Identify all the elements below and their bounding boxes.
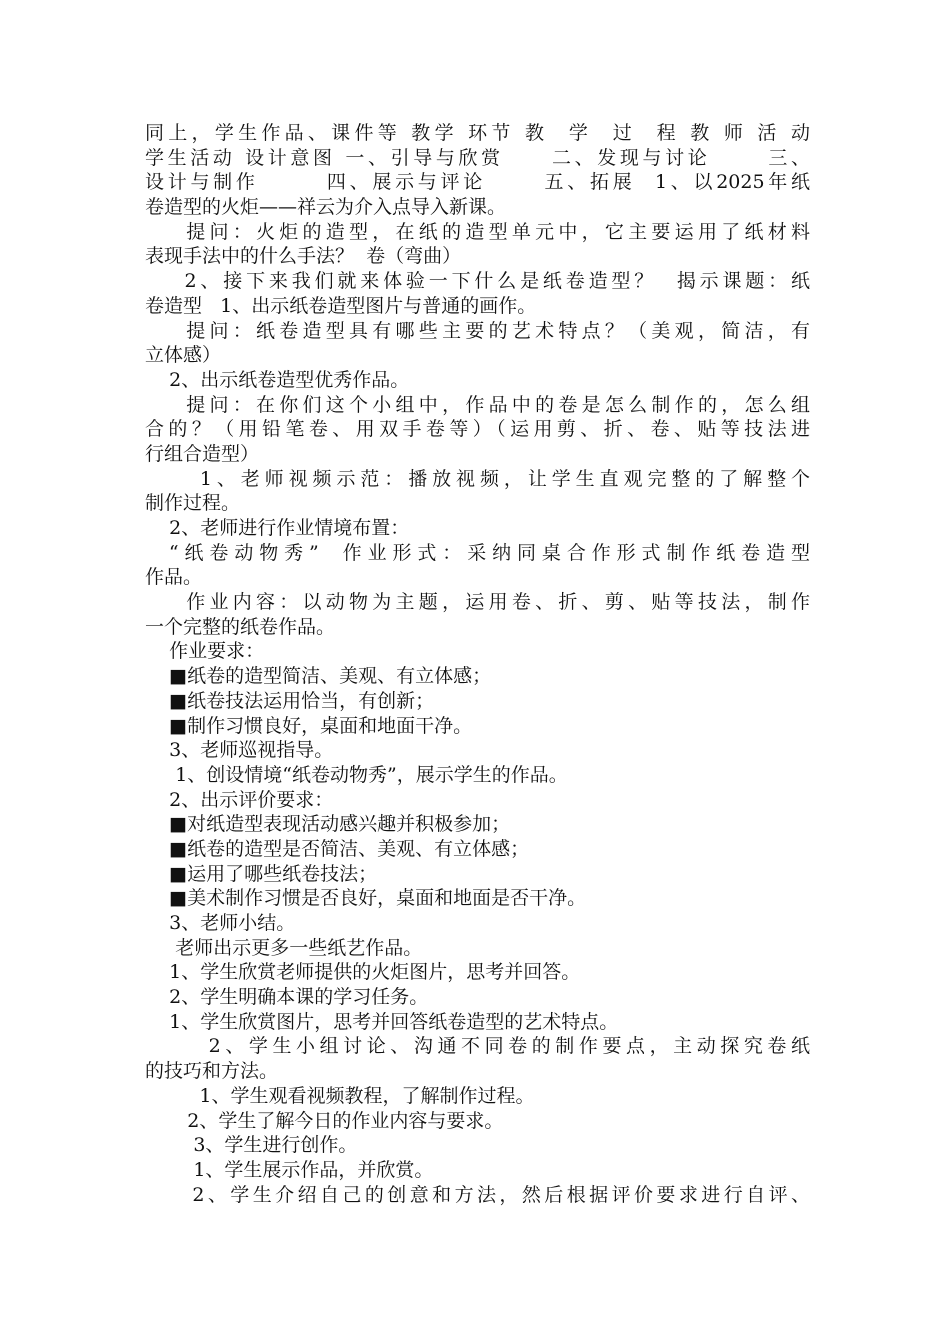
text-line: 合的？（用铅笔卷、用双手卷等）（运用剪、折、卷、贴等技法进 xyxy=(145,418,810,441)
text-line: ■运用了哪些纸卷技法； xyxy=(145,862,378,885)
text-line: 同上，学生作品、课件等 教学 环节 教 学 过 程 教 师 活 动 xyxy=(145,122,810,144)
text-line: 1、学生欣赏老师提供的火炬图片，思考并回答。 xyxy=(145,961,581,984)
text-line: 1、老师视频示范：播放视频，让学生直观完整的了解整个 xyxy=(145,467,810,490)
text-line: 2、学生明确本课的学习任务。 xyxy=(145,986,429,1009)
text-line: 行组合造型） xyxy=(145,442,260,465)
text-line: 3、老师小结。 xyxy=(145,912,296,934)
text-line: 的技巧和方法。 xyxy=(145,1060,279,1083)
text-line: 2、老师进行作业情境布置： xyxy=(145,517,410,539)
text-line: 老师出示更多一些纸艺作品。 xyxy=(145,936,423,959)
text-line: 制作过程。 xyxy=(145,492,241,515)
text-line: ■纸卷的造型简洁、美观、有立体感； xyxy=(145,665,492,688)
text-line: 2、出示纸卷造型优秀作品。 xyxy=(145,368,410,391)
text-line: 表现手法中的什么手法？ 卷（弯曲） xyxy=(145,245,462,268)
document-body xyxy=(145,121,810,1207)
text-line: 2、出示评价要求： xyxy=(145,788,334,811)
text-line: ■美术制作习惯是否良好，桌面和地面是否干净。 xyxy=(145,887,587,910)
text-line: 卷造型 1、出示纸卷造型图片与普通的画作。 xyxy=(145,294,537,317)
text-line: 作品。 xyxy=(145,566,203,589)
text-line: 卷造型的火炬——祥云为介入点导入新课。 xyxy=(145,196,507,219)
text-line: 提问：纸卷造型具有哪些主要的艺术特点？（美观，简洁，有 xyxy=(145,319,810,342)
text-line: 1、学生观看视频教程，了解制作过程。 xyxy=(145,1084,535,1107)
text-line: ■对纸造型表现活动感兴趣并积极参加； xyxy=(145,813,511,836)
text-line: ■制作习惯良好，桌面和地面干净。 xyxy=(145,714,473,737)
text-line: 3、老师巡视指导。 xyxy=(145,739,334,762)
text-line: 作业内容：以动物为主题，运用卷、折、剪、贴等技法，制作 xyxy=(145,591,810,614)
text-line: 设计与制作 四、展示与评论 五、拓展 1、以2025年纸 xyxy=(145,171,810,194)
text-line: 1、学生展示作品，并欣赏。 xyxy=(145,1158,434,1181)
text-line: 提问：火炬的造型，在纸的造型单元中，它主要运用了纸材料 xyxy=(145,220,810,243)
text-line: 2、学生小组讨论、沟通不同卷的制作要点，主动探究卷纸 xyxy=(145,1035,810,1058)
text-line: ■纸卷的造型是否简洁、美观、有立体感； xyxy=(145,837,530,860)
text-line: 立体感） xyxy=(145,344,222,367)
text-line: 2、学生了解今日的作业内容与要求。 xyxy=(145,1109,504,1132)
text-line: “纸卷动物秀” 作业形式：采纳同桌合作形式制作纸卷造型 xyxy=(145,541,810,564)
text-line: 2、接下来我们就来体验一下什么是纸卷造型？ 揭示课题：纸 xyxy=(145,270,810,293)
text-line: 2、学生介绍自己的创意和方法，然后根据评价要求进行自评、 xyxy=(145,1183,810,1206)
text-line: 1、创设情境“纸卷动物秀”，展示学生的作品。 xyxy=(145,763,568,786)
text-line: 一个完整的纸卷作品。 xyxy=(145,615,336,638)
text-line: 3、学生进行创作。 xyxy=(145,1134,358,1157)
text-line: 1、学生欣赏图片，思考并回答纸卷造型的艺术特点。 xyxy=(145,1010,619,1033)
text-line: 提问：在你们这个小组中，作品中的卷是怎么制作的，怎么组 xyxy=(145,393,810,416)
text-line: ■纸卷技法运用恰当，有创新； xyxy=(145,689,435,712)
text-line: 学生活动 设计意图 一、引导与欣赏 二、发现与讨论 三、 xyxy=(145,146,810,169)
text-line: 作业要求： xyxy=(145,640,265,663)
